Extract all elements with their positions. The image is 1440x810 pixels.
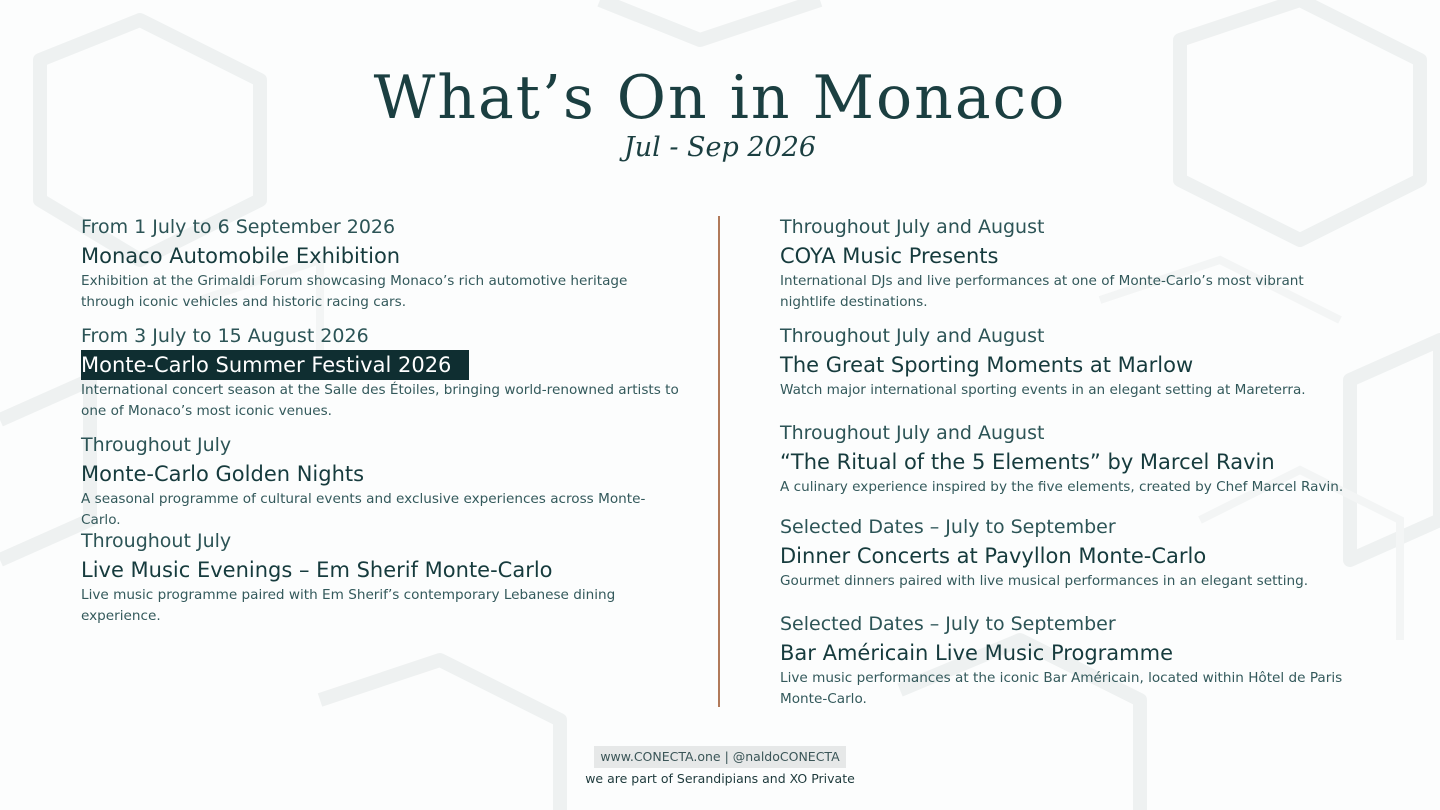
event-title[interactable]: Dinner Concerts at Pavyllon Monte-Carlo bbox=[780, 544, 1207, 568]
footer bbox=[0, 746, 1440, 789]
event-date: Selected Dates – July to September bbox=[780, 516, 1116, 538]
event-description: Gourmet dinners paired with live musical performances in an elegant setting. bbox=[780, 573, 1309, 589]
footer-links[interactable]: www.CONECTA.one | @naldoCONECTA bbox=[594, 746, 845, 768]
event-title[interactable]: “The Ritual of the 5 Elements” by Marcel Ravin bbox=[780, 450, 1275, 474]
event-date: Throughout July bbox=[81, 530, 232, 552]
column-divider bbox=[718, 216, 720, 707]
event-date: Throughout July and August bbox=[780, 422, 1045, 444]
event-description: A culinary experience inspired by the five elements, created by Chef Marcel Ravin. bbox=[780, 479, 1344, 495]
event-item bbox=[780, 322, 1350, 401]
page-subtitle: Jul - Sep 2026 bbox=[623, 132, 817, 163]
event-item bbox=[780, 610, 1350, 710]
event-item bbox=[81, 431, 681, 531]
event-date: From 1 July to 6 September 2026 bbox=[81, 216, 396, 238]
event-description: A seasonal programme of cultural events and exclusive experiences across Monte-Carlo. bbox=[81, 491, 646, 528]
event-date: Throughout July and August bbox=[780, 325, 1045, 347]
event-item bbox=[81, 213, 681, 313]
page-title: What’s On in Monaco bbox=[373, 63, 1067, 133]
event-date: Selected Dates – July to September bbox=[780, 613, 1116, 635]
event-item bbox=[81, 527, 681, 627]
event-item bbox=[780, 419, 1350, 498]
event-title[interactable]: Monte-Carlo Golden Nights bbox=[81, 462, 365, 486]
event-description: International concert season at the Salle des Étoiles, bringing world-renowned artists to one of Monaco’s most iconic venues. bbox=[81, 382, 679, 419]
event-title[interactable]: Bar Américain Live Music Programme bbox=[780, 641, 1173, 665]
event-description: International DJs and live performances at one of Monte-Carlo’s most vibrant nightlife destinations. bbox=[780, 273, 1304, 310]
event-description: Watch major international sporting events in an elegant setting at Mareterra. bbox=[780, 382, 1306, 398]
event-date: Throughout July bbox=[81, 434, 232, 456]
header bbox=[0, 62, 1440, 166]
event-description: Live music performances at the iconic Bar Américain, located within Hôtel de Paris Monte-Carlo. bbox=[780, 670, 1343, 707]
event-description: Live music programme paired with Em Sherif’s contemporary Lebanese dining experience. bbox=[81, 587, 616, 624]
event-title-selected[interactable]: Monte-Carlo Summer Festival 2026 bbox=[81, 350, 469, 380]
event-title[interactable]: Live Music Evenings – Em Sherif Monte-Carlo bbox=[81, 558, 553, 582]
event-description: Exhibition at the Grimaldi Forum showcasing Monaco’s rich automotive heritage through iconic vehicles and historic racing cars. bbox=[81, 273, 628, 310]
event-item bbox=[81, 322, 681, 422]
event-title[interactable]: COYA Music Presents bbox=[780, 244, 999, 268]
event-item bbox=[780, 513, 1350, 592]
event-item bbox=[780, 213, 1350, 313]
event-title[interactable]: Monaco Automobile Exhibition bbox=[81, 244, 401, 268]
event-date: Throughout July and August bbox=[780, 216, 1045, 238]
event-date: From 3 July to 15 August 2026 bbox=[81, 325, 369, 347]
event-title[interactable]: The Great Sporting Moments at Marlow bbox=[780, 353, 1194, 377]
footer-note: we are part of Serandipians and XO Private bbox=[585, 771, 855, 786]
